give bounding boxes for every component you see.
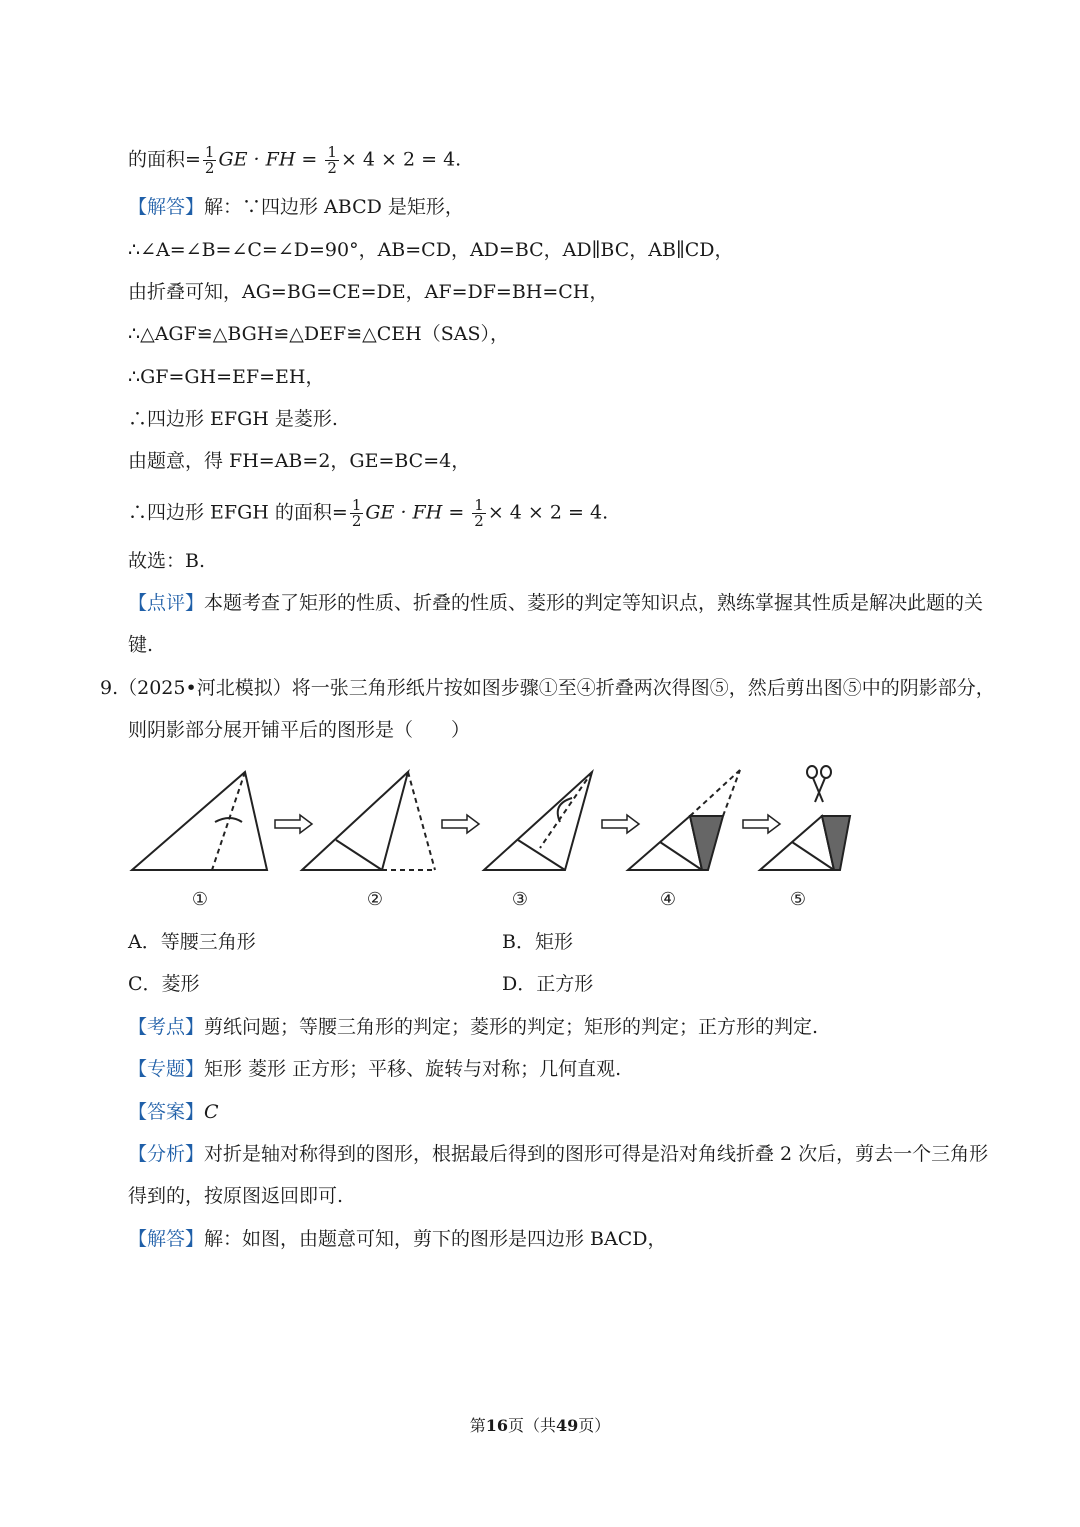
solution8-line2: 由折叠可知，AG=BG=CE=DE，AF=DF=BH=CH， — [128, 281, 609, 303]
step3-triangle — [484, 772, 592, 870]
step-label-4: ④ — [659, 889, 677, 910]
solution8-line3: ∴△AGF≌△BGH≌△DEF≌△CEH（SAS）， — [128, 323, 509, 345]
solution8-line7: ∴四边形 EFGH 的面积= $\frac{1}{2}$ GE · FH = $\frac{1}{2}$ × 4 × 2 = 4. — [128, 496, 609, 530]
option-c: C．菱形 — [128, 973, 200, 995]
zhuanti-line: 【专题】矩形 菱形 正方形；平移、旋转与对称；几何直观. — [128, 1058, 622, 1080]
fraction: $\frac{1}{2}$ — [327, 143, 337, 177]
kaodian-line: 【考点】剪纸问题；等腰三角形的判定；菱形的判定；矩形的判定；正方形的判定. — [128, 1016, 819, 1038]
solution8-line8: 故选：B. — [128, 550, 206, 572]
arrow-right-icon — [602, 815, 639, 833]
review8-line2: 键. — [128, 634, 154, 656]
step5-shaded-part — [822, 816, 850, 870]
solution8-line6: 由题意，得 FH=AB=2，GE=BC=4， — [128, 450, 471, 472]
jieda-line: 【解答】解：如图，由题意可知，剪下的图形是四边形 BACD， — [128, 1228, 667, 1250]
arrow-right-icon — [275, 815, 312, 833]
solution8-line5: ∴四边形 EFGH 是菱形. — [128, 408, 338, 430]
option-b: B．矩形 — [502, 931, 573, 953]
step3-fold-line — [540, 772, 592, 848]
folding-steps-figure — [120, 760, 860, 920]
fenxi-line2: 得到的，按原图返回即可. — [128, 1185, 344, 1207]
page-footer: 第16页（共49页） — [469, 1416, 611, 1435]
step-label-3: ③ — [511, 889, 529, 910]
fenxi-line1: 【分析】对折是轴对称得到的图形，根据最后得到的图形可得是沿对角线折叠 2 次后，剪去一个三角形 — [128, 1143, 989, 1165]
option-d: D．正方形 — [502, 973, 594, 995]
arrow-right-icon — [442, 815, 479, 833]
step-label-2: ② — [366, 889, 384, 910]
step4-shaded-part — [690, 816, 723, 870]
solution8-intro: 【解答】解：∵四边形 ABCD 是矩形， — [128, 196, 464, 218]
question9-line2: 则阴影部分展开铺平后的图形是（ ） — [128, 719, 471, 741]
scissors-icon — [807, 766, 831, 802]
option-a: A．等腰三角形 — [128, 931, 256, 953]
step2-triangle — [302, 772, 408, 870]
answer-line: 【答案】C — [128, 1101, 219, 1123]
step-label-5: ⑤ — [789, 889, 807, 910]
step1-triangle — [132, 772, 267, 870]
step1-arrow-icon — [215, 818, 242, 822]
solution8-line4: ∴GF=GH=EF=EH， — [128, 366, 325, 388]
arrow-right-icon — [743, 815, 780, 833]
fraction: $\frac{1}{2}$ — [204, 143, 215, 177]
review8-line1: 【点评】本题考查了矩形的性质、折叠的性质、菱形的判定等知识点，熟练掌握其性质是解决此题的关 — [128, 592, 984, 614]
step-label-1: ① — [191, 889, 209, 910]
solution8-line1: ∴∠A=∠B=∠C=∠D=90°，AB=CD，AD=BC，AD∥BC，AB∥CD， — [128, 239, 734, 261]
question9-line1: 9.（2025•河北模拟）将一张三角形纸片按如图步骤①至④折叠两次得图⑤，然后剪出图⑤中的阴影部分， — [100, 677, 995, 699]
fraction: $\frac{1}{2}$ — [351, 496, 362, 530]
fraction: $\frac{1}{2}$ — [474, 496, 484, 530]
area-formula-line: 的面积= $\frac{1}{2}$ GE · FH = $\frac{1}{2}$ × 4 × 2 = 4. — [128, 143, 462, 177]
